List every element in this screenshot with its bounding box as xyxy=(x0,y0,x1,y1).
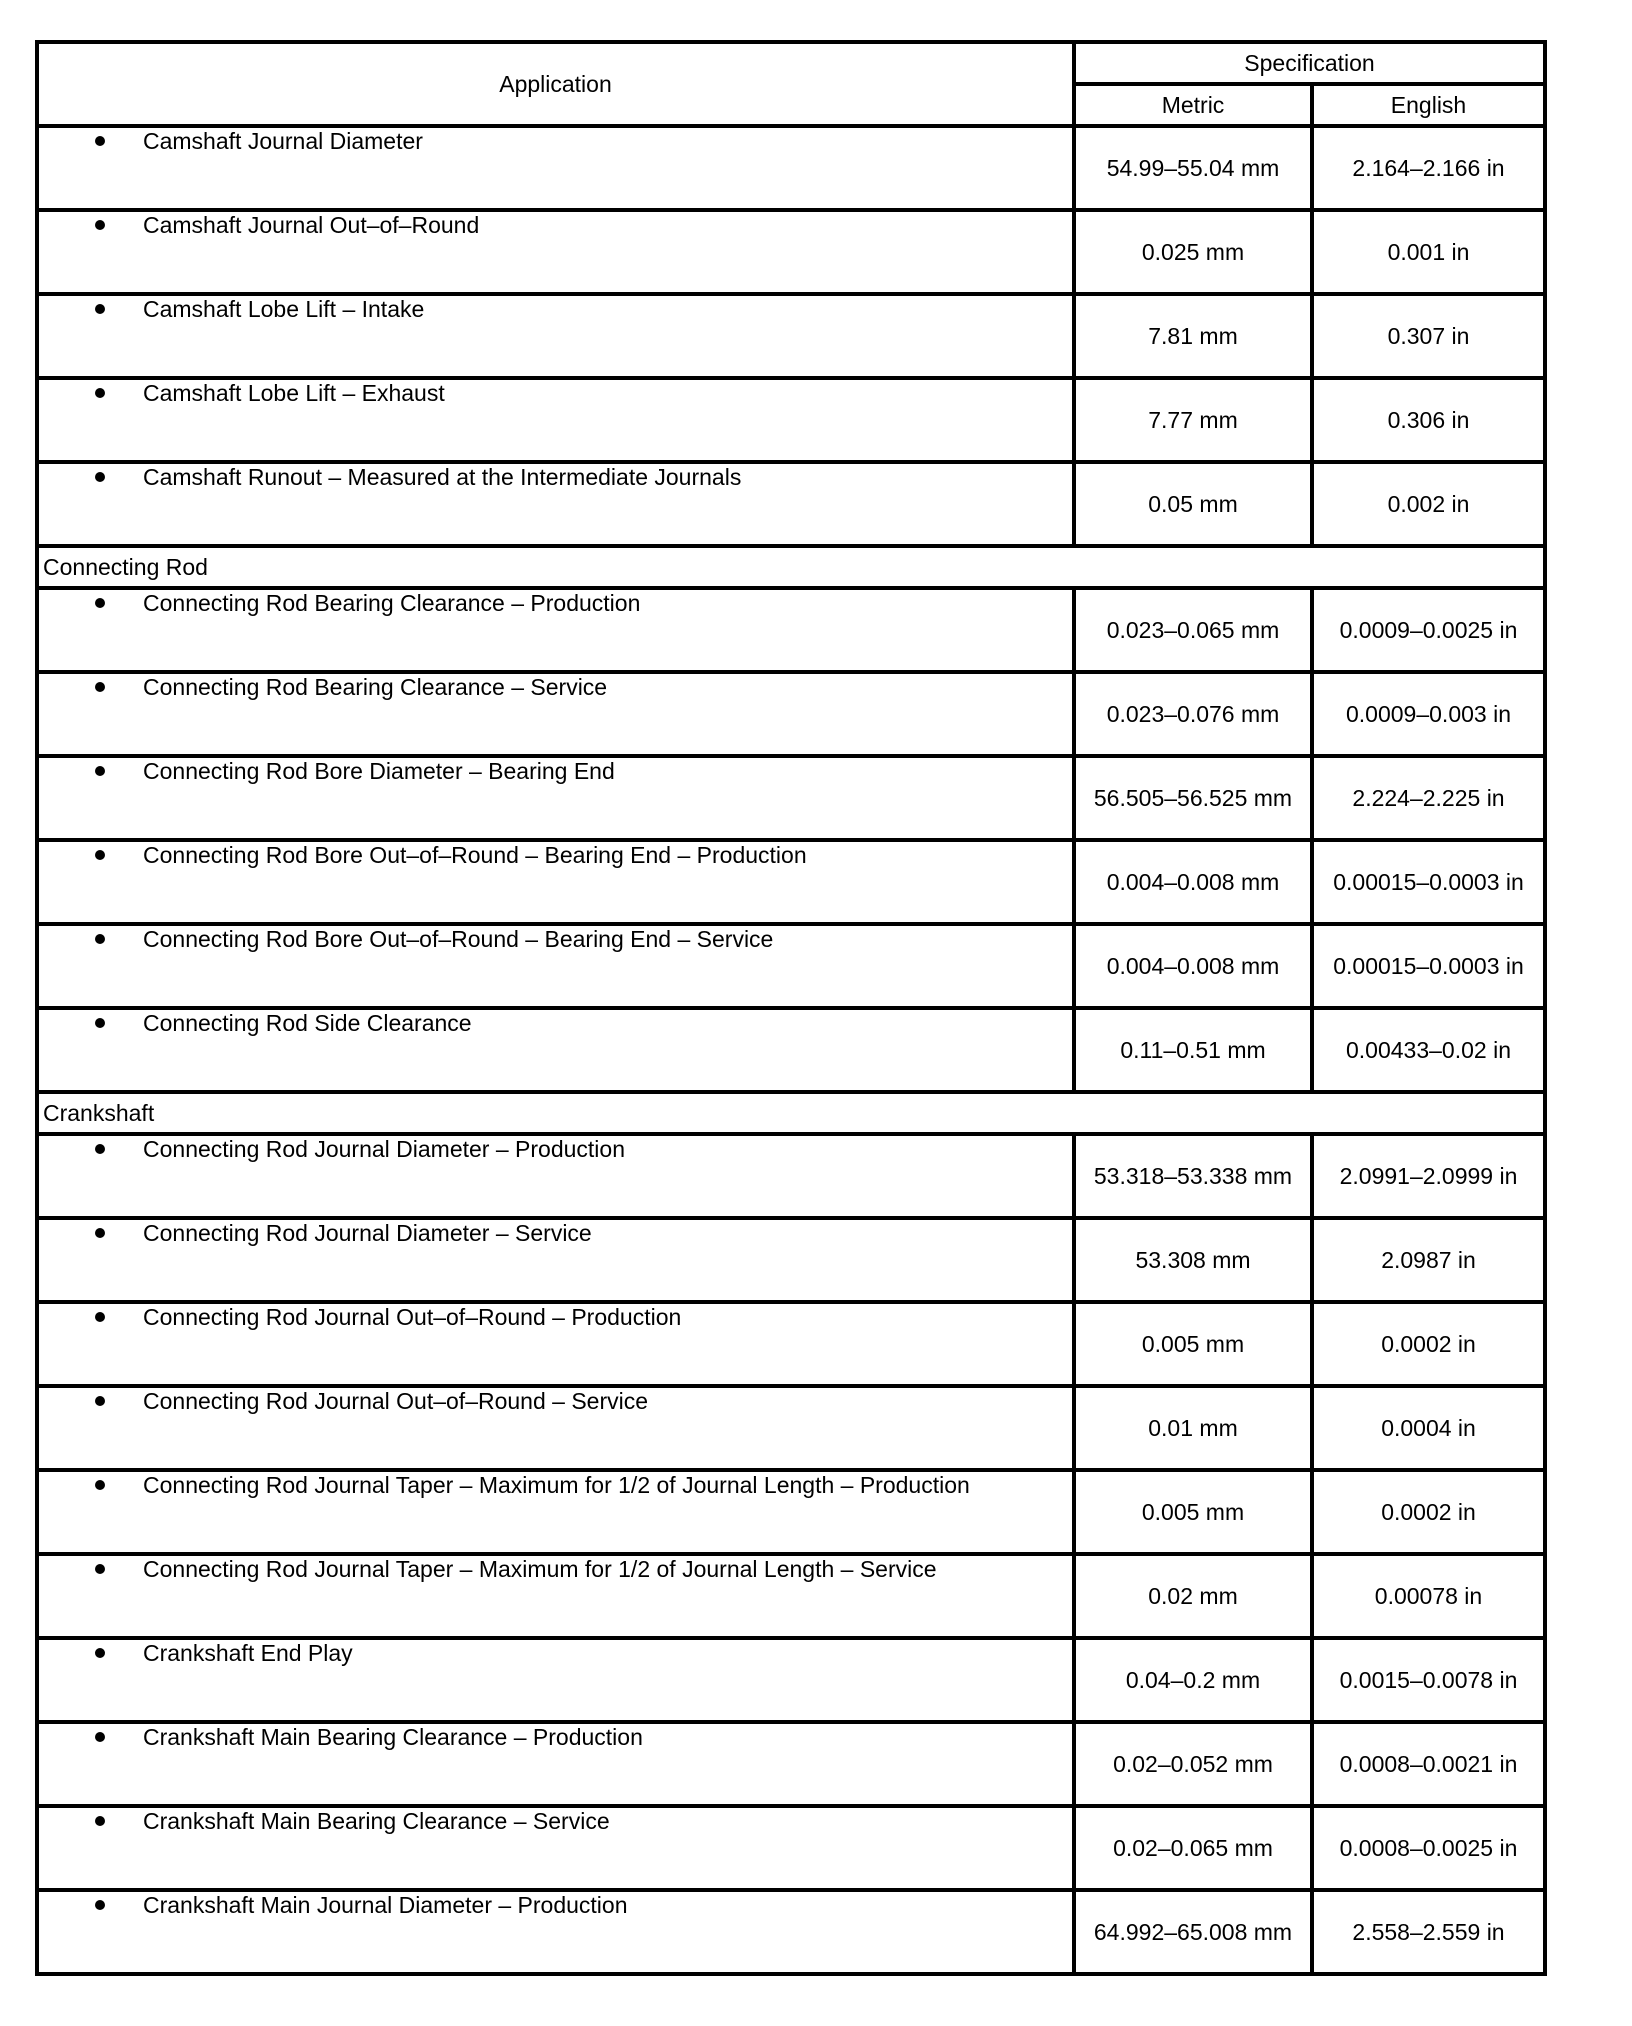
table-row xyxy=(37,1008,1545,1092)
section-label: Connecting Rod xyxy=(37,546,1545,588)
application-cell xyxy=(37,924,1074,1008)
table-row xyxy=(37,294,1545,378)
application-label: Connecting Rod Journal Taper – Maximum for 1/2 of Journal Length – Production xyxy=(143,1472,970,1498)
application-cell xyxy=(37,1806,1074,1890)
english-value: 2.224–2.225 in xyxy=(1312,756,1545,840)
metric-value: 0.05 mm xyxy=(1074,462,1312,546)
english-value: 0.0015–0.0078 in xyxy=(1312,1638,1545,1722)
specification-table xyxy=(35,40,1547,1976)
table-row xyxy=(37,1386,1545,1470)
english-value: 0.0009–0.003 in xyxy=(1312,672,1545,756)
table-row xyxy=(37,1302,1545,1386)
application-cell xyxy=(37,1722,1074,1806)
english-value: 0.307 in xyxy=(1312,294,1545,378)
metric-value: 0.023–0.076 mm xyxy=(1074,672,1312,756)
table-row xyxy=(37,1218,1545,1302)
application-cell xyxy=(37,1638,1074,1722)
metric-value: 0.004–0.008 mm xyxy=(1074,924,1312,1008)
bullet-icon xyxy=(95,1396,105,1406)
english-value: 2.0991–2.0999 in xyxy=(1312,1134,1545,1218)
application-cell xyxy=(37,1554,1074,1638)
application-label: Crankshaft Main Bearing Clearance – Service xyxy=(143,1808,610,1834)
application-label: Connecting Rod Journal Taper – Maximum for 1/2 of Journal Length – Service xyxy=(143,1556,937,1582)
bullet-icon xyxy=(95,220,105,230)
application-cell xyxy=(37,294,1074,378)
bullet-icon xyxy=(95,1648,105,1658)
application-label: Connecting Rod Journal Out–of–Round – Production xyxy=(143,1304,682,1330)
application-cell xyxy=(37,672,1074,756)
table-row xyxy=(37,126,1545,210)
table-row xyxy=(37,1554,1545,1638)
application-label: Connecting Rod Bore Out–of–Round – Bearing End – Production xyxy=(143,842,807,868)
table-row xyxy=(37,1806,1545,1890)
metric-header: Metric xyxy=(1074,84,1312,126)
bullet-icon xyxy=(95,682,105,692)
metric-value: 53.308 mm xyxy=(1074,1218,1312,1302)
table-row xyxy=(37,588,1545,672)
table-row xyxy=(37,1470,1545,1554)
english-value: 0.002 in xyxy=(1312,462,1545,546)
bullet-icon xyxy=(95,1732,105,1742)
table-row xyxy=(37,1638,1545,1722)
english-value: 0.0004 in xyxy=(1312,1386,1545,1470)
bullet-icon xyxy=(95,1018,105,1028)
application-cell xyxy=(37,1218,1074,1302)
application-label: Camshaft Runout – Measured at the Intermediate Journals xyxy=(143,464,742,490)
application-label: Connecting Rod Journal Diameter – Production xyxy=(143,1136,625,1162)
application-label: Camshaft Lobe Lift – Intake xyxy=(143,296,425,322)
application-label: Connecting Rod Bore Out–of–Round – Bearing End – Service xyxy=(143,926,774,952)
application-cell xyxy=(37,588,1074,672)
application-header: Application xyxy=(37,42,1074,126)
english-value: 0.00015–0.0003 in xyxy=(1312,840,1545,924)
table-header xyxy=(37,42,1545,126)
bullet-icon xyxy=(95,304,105,314)
english-value: 0.00078 in xyxy=(1312,1554,1545,1638)
table-row xyxy=(37,210,1545,294)
application-label: Connecting Rod Bearing Clearance – Service xyxy=(143,674,608,700)
application-cell xyxy=(37,840,1074,924)
bullet-icon xyxy=(95,1480,105,1490)
bullet-icon xyxy=(95,1564,105,1574)
english-value: 0.0002 in xyxy=(1312,1302,1545,1386)
metric-value: 0.025 mm xyxy=(1074,210,1312,294)
section-label: Crankshaft xyxy=(37,1092,1545,1134)
bullet-icon xyxy=(95,388,105,398)
application-label: Connecting Rod Bearing Clearance – Production xyxy=(143,590,641,616)
application-label: Camshaft Journal Out–of–Round xyxy=(143,212,480,238)
bullet-icon xyxy=(95,1816,105,1826)
application-cell xyxy=(37,378,1074,462)
table-row xyxy=(37,924,1545,1008)
metric-value: 0.11–0.51 mm xyxy=(1074,1008,1312,1092)
bullet-icon xyxy=(95,934,105,944)
metric-value: 0.005 mm xyxy=(1074,1302,1312,1386)
section-row xyxy=(37,546,1545,588)
bullet-icon xyxy=(95,1144,105,1154)
metric-value: 7.81 mm xyxy=(1074,294,1312,378)
metric-value: 7.77 mm xyxy=(1074,378,1312,462)
metric-value: 0.005 mm xyxy=(1074,1470,1312,1554)
metric-value: 0.004–0.008 mm xyxy=(1074,840,1312,924)
application-label: Camshaft Lobe Lift – Exhaust xyxy=(143,380,445,406)
english-value: 0.001 in xyxy=(1312,210,1545,294)
table-row xyxy=(37,840,1545,924)
metric-value: 0.02–0.065 mm xyxy=(1074,1806,1312,1890)
english-header: English xyxy=(1312,84,1545,126)
application-cell xyxy=(37,210,1074,294)
metric-value: 0.023–0.065 mm xyxy=(1074,588,1312,672)
application-cell xyxy=(37,1470,1074,1554)
table-row xyxy=(37,672,1545,756)
english-value: 2.0987 in xyxy=(1312,1218,1545,1302)
table-row xyxy=(37,1890,1545,1974)
application-cell xyxy=(37,1008,1074,1092)
application-cell xyxy=(37,1302,1074,1386)
metric-value: 64.992–65.008 mm xyxy=(1074,1890,1312,1974)
metric-value: 0.04–0.2 mm xyxy=(1074,1638,1312,1722)
english-value: 2.164–2.166 in xyxy=(1312,126,1545,210)
application-label: Connecting Rod Side Clearance xyxy=(143,1010,472,1036)
application-cell xyxy=(37,462,1074,546)
application-label: Camshaft Journal Diameter xyxy=(143,128,423,154)
application-label: Connecting Rod Journal Diameter – Service xyxy=(143,1220,592,1246)
table-row xyxy=(37,1722,1545,1806)
bullet-icon xyxy=(95,850,105,860)
english-value: 0.0009–0.0025 in xyxy=(1312,588,1545,672)
application-cell xyxy=(37,1890,1074,1974)
english-value: 0.306 in xyxy=(1312,378,1545,462)
application-cell xyxy=(37,126,1074,210)
bullet-icon xyxy=(95,136,105,146)
english-value: 0.0008–0.0025 in xyxy=(1312,1806,1545,1890)
bullet-icon xyxy=(95,1312,105,1322)
english-value: 0.00433–0.02 in xyxy=(1312,1008,1545,1092)
table-body xyxy=(37,126,1545,1974)
section-row xyxy=(37,1092,1545,1134)
bullet-icon xyxy=(95,1900,105,1910)
application-cell xyxy=(37,1134,1074,1218)
application-label: Connecting Rod Bore Diameter – Bearing End xyxy=(143,758,615,784)
metric-value: 54.99–55.04 mm xyxy=(1074,126,1312,210)
table-row xyxy=(37,378,1545,462)
bullet-icon xyxy=(95,472,105,482)
metric-value: 0.02–0.052 mm xyxy=(1074,1722,1312,1806)
application-cell xyxy=(37,1386,1074,1470)
table-row xyxy=(37,462,1545,546)
metric-value: 0.01 mm xyxy=(1074,1386,1312,1470)
english-value: 2.558–2.559 in xyxy=(1312,1890,1545,1974)
table-row xyxy=(37,1134,1545,1218)
application-label: Connecting Rod Journal Out–of–Round – Service xyxy=(143,1388,649,1414)
application-label: Crankshaft End Play xyxy=(143,1640,353,1666)
english-value: 0.00015–0.0003 in xyxy=(1312,924,1545,1008)
application-label: Crankshaft Main Journal Diameter – Production xyxy=(143,1892,628,1918)
english-value: 0.0002 in xyxy=(1312,1470,1545,1554)
metric-value: 53.318–53.338 mm xyxy=(1074,1134,1312,1218)
application-label: Crankshaft Main Bearing Clearance – Production xyxy=(143,1724,643,1750)
specification-header: Specification xyxy=(1074,42,1545,84)
bullet-icon xyxy=(95,766,105,776)
table-row xyxy=(37,756,1545,840)
bullet-icon xyxy=(95,1228,105,1238)
metric-value: 0.02 mm xyxy=(1074,1554,1312,1638)
application-cell xyxy=(37,756,1074,840)
english-value: 0.0008–0.0021 in xyxy=(1312,1722,1545,1806)
metric-value: 56.505–56.525 mm xyxy=(1074,756,1312,840)
bullet-icon xyxy=(95,598,105,608)
